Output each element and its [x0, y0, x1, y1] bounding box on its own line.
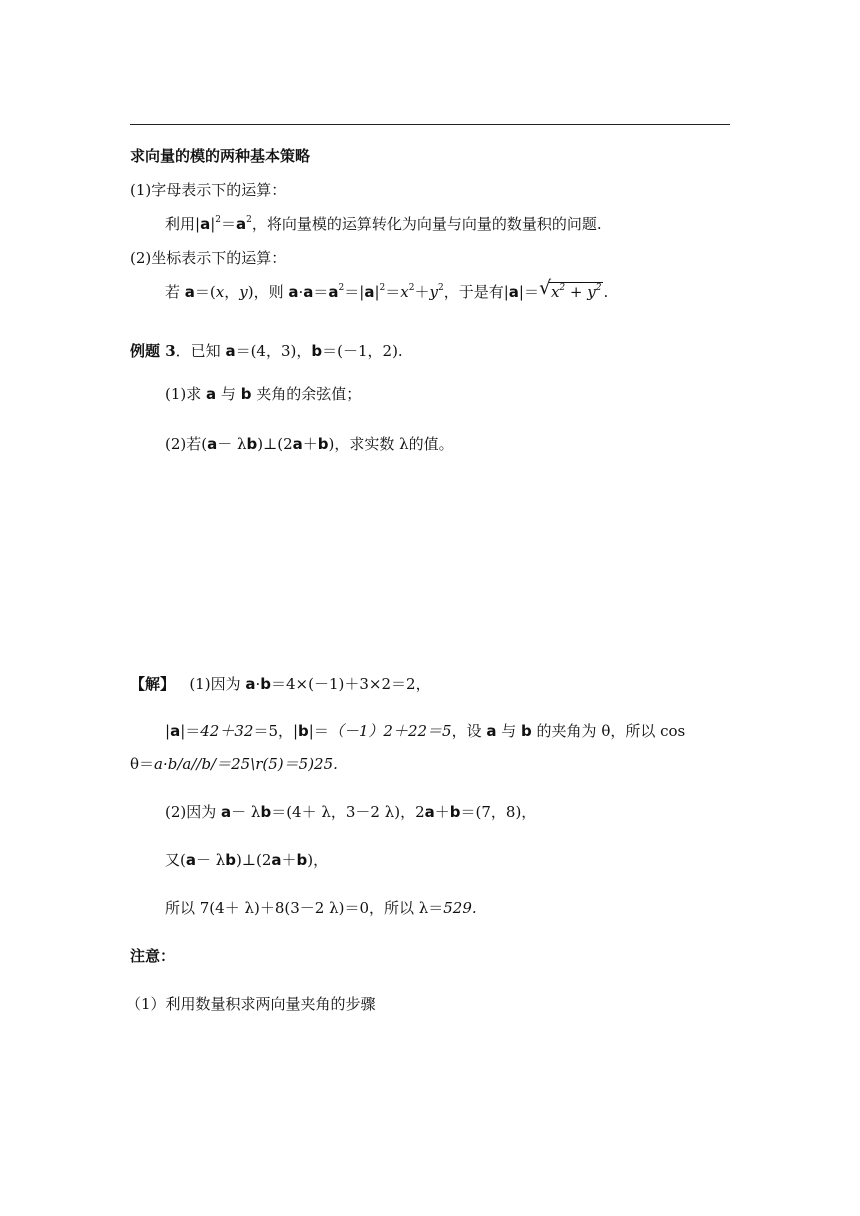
solution-line-1: 【解】 (1)因为 a·b＝4×(－1)＋3×2＝2， [130, 675, 431, 693]
solution-line-6: 所以 7(4＋ λ)＋8(3－2 λ)＝0，所以 λ＝529. [165, 899, 477, 917]
section-heading: 求向量的模的两种基本策略 [130, 147, 311, 165]
item2-title: (2)坐标表示下的运算： [130, 249, 287, 267]
solution-line-3: θ＝a·b/a//b/＝25\r(5)＝5)25. [130, 755, 338, 773]
question-2: (2)若(a－ λb)⊥(2a＋b)，求实数 λ的值。 [165, 435, 454, 453]
header-rule [130, 124, 730, 125]
item2-body: 若 a＝(x，y)，则 $a\cdot a=a^2=|a|^2=x^2+y^2$，于是有|a|＝ √ $x^2 + y^2$ . [165, 277, 609, 301]
solution-line-4: (2)因为 a－ λb＝(4＋ λ，3－2 λ)，2a＋b＝(7，8)， [165, 803, 537, 821]
note-label: 注意： [130, 947, 176, 965]
solution-line-2: |a|＝42＋32＝5，|b|＝（－1）2＋22＝5，设 a 与 b 的夹角为 θ，所以 cos [165, 722, 686, 740]
item1-body: 利用$|a|^2=a^2$，将向量模的运算转化为向量与向量的数量积的问题. [165, 215, 602, 233]
solution-line-5: 又(a－ λb)⊥(2a＋b)， [165, 851, 329, 869]
note-item-1: （1）利用数量积求两向量夹角的步骤 [126, 995, 376, 1013]
sqrt-expression: √ $x^2 + y^2$ [538, 277, 602, 301]
question-1: (1)求 a 与 b 夹角的余弦值； [165, 385, 362, 403]
item1-title: (1)字母表示下的运算： [130, 181, 287, 199]
example-line: 例题 3．已知 a＝(4，3)，b＝(－1，2). [130, 342, 403, 360]
